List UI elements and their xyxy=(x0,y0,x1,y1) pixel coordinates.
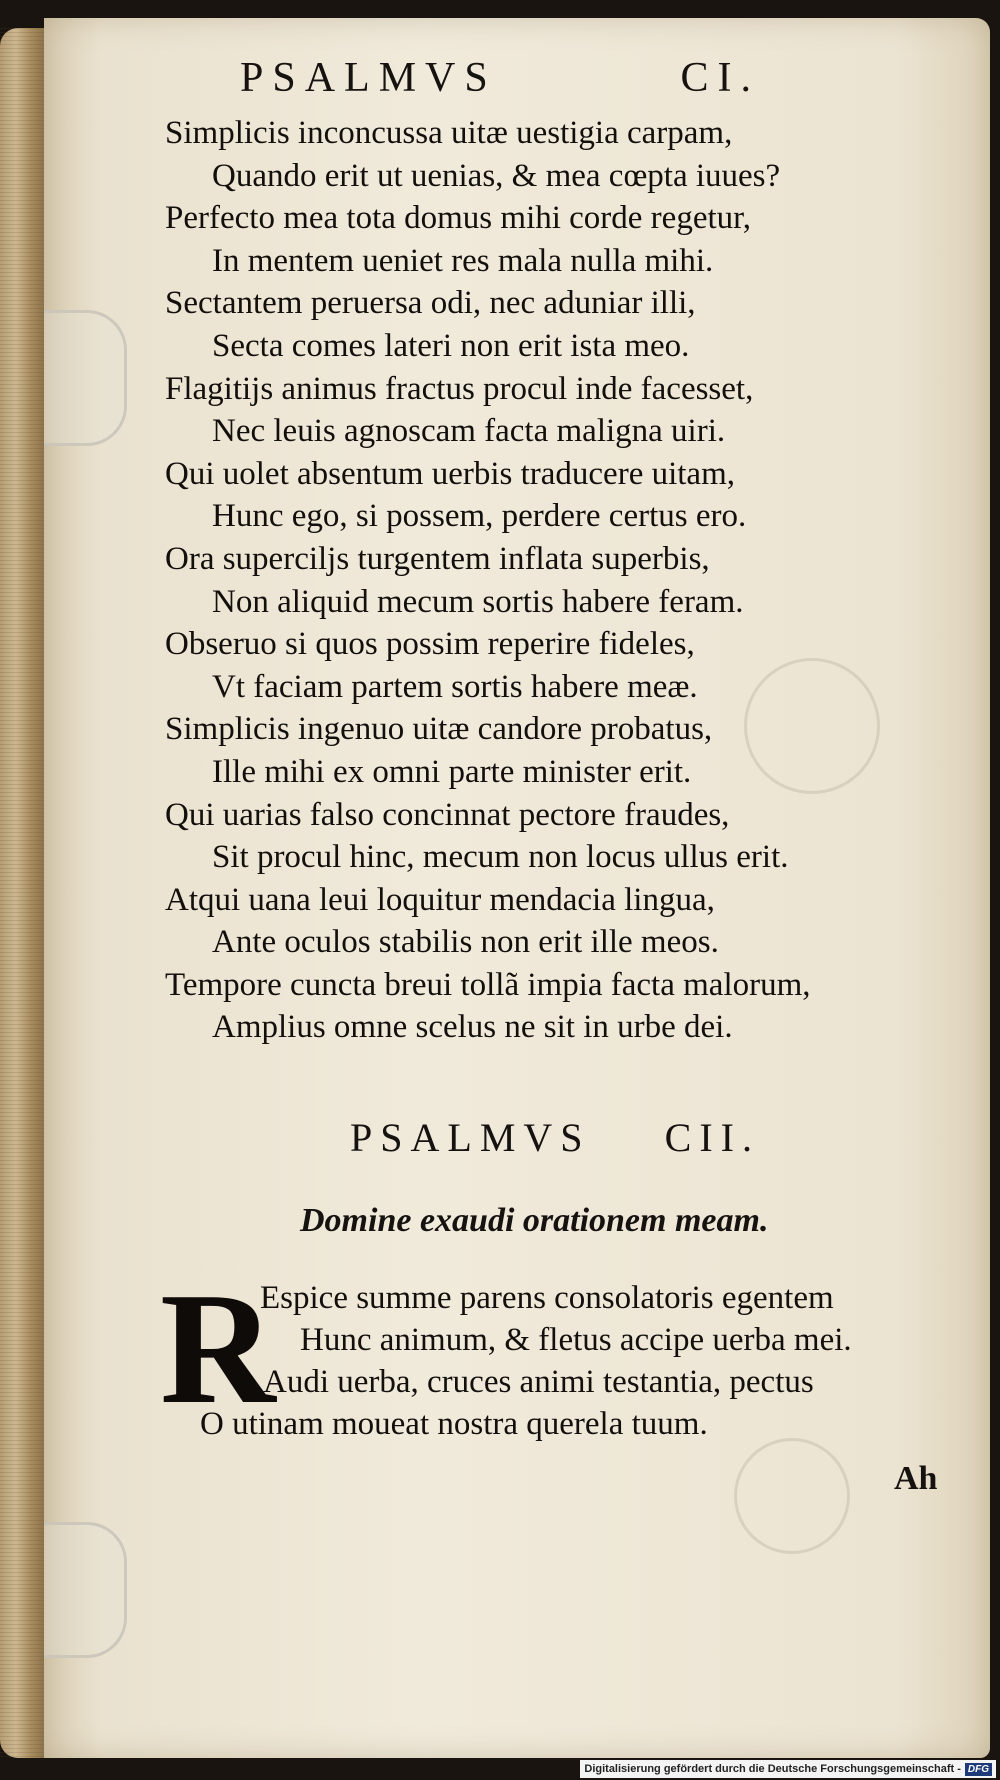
dfg-logo: DFG xyxy=(965,1763,992,1776)
book-page-edges xyxy=(0,28,44,1758)
verse-line: Atqui uana leui loquitur mendacia lingua, xyxy=(165,881,715,918)
verse-line: Vt faciam partem sortis habere meæ. xyxy=(212,668,698,705)
verse-line: Perfecto mea tota domus mihi corde regetur, xyxy=(165,200,752,237)
verse-line: In mentem ueniet res mala nulla mihi. xyxy=(212,242,714,279)
running-header xyxy=(240,54,760,102)
psalm-101-verses xyxy=(165,112,965,1049)
verse-line: Nec leuis agnoscam facta maligna uiri. xyxy=(212,413,726,450)
verse-line: Secta comes lateri non erit ista meo. xyxy=(212,327,690,364)
header-psalm-number: CI. xyxy=(680,55,760,101)
verse-line: Qui uolet absentum uerbis traducere uitam, xyxy=(165,455,735,492)
digitization-credit xyxy=(580,1760,996,1778)
page-clip-top xyxy=(44,310,127,446)
show-through-ornament xyxy=(734,1438,850,1554)
verse-line: Sectantem peruersa odi, nec aduniar illi, xyxy=(165,285,696,322)
verse-line: Qui uarias falso concinnat pectore fraudes, xyxy=(165,796,730,833)
verse-line: Amplius omne scelus ne sit in urbe dei. xyxy=(212,1009,733,1046)
psalm-incipit: Domine exaudi orationem meam. xyxy=(300,1202,769,1239)
psalm-102-title xyxy=(350,1114,760,1161)
verse-line: Simplicis inconcussa uitæ uestigia carpam, xyxy=(165,115,733,151)
psalm-title-number: CII. xyxy=(664,1115,760,1160)
verse-line: Hunc ego, si possem, perdere certus ero. xyxy=(212,498,747,535)
credit-text: Digitalisierung gefördert durch die Deutsche Forschungsgemeinschaft - xyxy=(584,1763,961,1775)
verse-line: Audi uerba, cruces animi testantia, pectus xyxy=(263,1364,814,1400)
page-clip-bottom xyxy=(44,1522,127,1658)
header-title: PSALMVS xyxy=(240,55,497,101)
verse-line: Espice summe parens consolatoris egentem xyxy=(260,1280,834,1316)
verse-line: Obseruo si quos possim reperire fideles, xyxy=(165,626,695,663)
drop-capital: R xyxy=(160,1259,276,1437)
verse-line: Flagitijs animus fractus procul inde facesset, xyxy=(165,370,754,407)
verse-line: Ora superciljs turgentem inflata superbis, xyxy=(165,540,710,577)
verse-line: Non aliquid mecum sortis habere feram. xyxy=(212,583,744,620)
verse-line: O utinam moueat nostra querela tuum. xyxy=(200,1406,708,1442)
catchword: Ah xyxy=(894,1460,938,1497)
psalm-title-word: PSALMVS xyxy=(350,1115,591,1160)
verse-line: Hunc animum, & fletus accipe uerba mei. xyxy=(300,1322,852,1358)
verse-line: Ante oculos stabilis non erit ille meos. xyxy=(212,924,719,961)
verse-line: Simplicis ingenuo uitæ candore probatus, xyxy=(165,711,713,748)
verse-line: Sit procul hinc, mecum non locus ullus erit. xyxy=(212,839,789,876)
verse-line: Quando erit ut uenias, & mea cœpta iuues? xyxy=(212,157,781,194)
verse-line: Ille mihi ex omni parte minister erit. xyxy=(212,753,692,790)
verse-line: Tempore cuncta breui tollã impia facta malorum, xyxy=(165,966,811,1003)
